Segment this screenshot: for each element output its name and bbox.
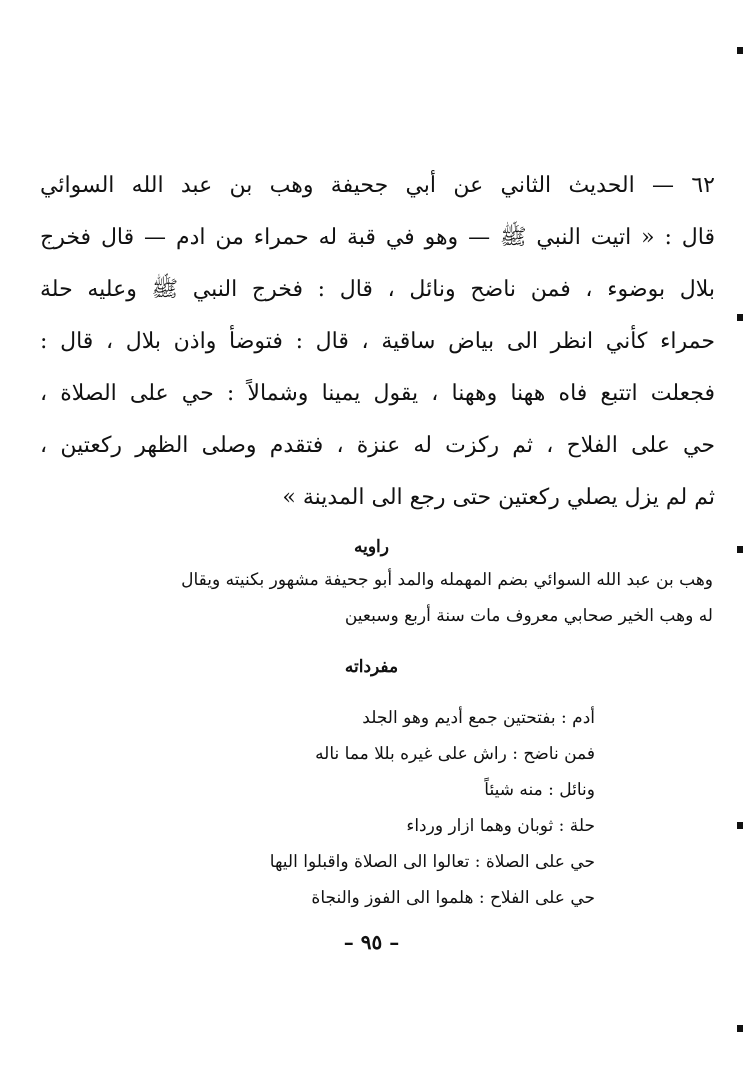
vocab-row: فمن ناضح : راش على غيره بللا مما ناله <box>315 744 595 764</box>
vocabulary-list <box>180 700 595 916</box>
hadith-line: ٦٢ — الحديث الثاني عن أبي جحيفة وهب بن عبد الله السوائي <box>40 173 715 198</box>
hadith-line: ثم لم يزل يصلي ركعتين حتى رجع الى المدينة » <box>282 485 715 510</box>
page-number: – ٩٥ – <box>343 930 400 954</box>
hadith-line: قال : « اتيت النبي ﷺ — وهو في قبة له حمراء من ادم — قال فخرج <box>40 225 715 250</box>
scan-edge-mark <box>737 1025 743 1032</box>
hadith-line: حمراء كأني انظر الى بياض ساقية ، قال : فتوضأ واذن بلال ، قال : <box>40 329 715 354</box>
mufradat-heading: مفرداته <box>344 657 399 677</box>
hadith-line: حي على الفلاح ، ثم ركزت له عنزة ، فتقدم وصلى الظهر ركعتين ، <box>40 433 715 458</box>
hadith-text <box>40 160 715 524</box>
vocab-row: أدم : بفتحتين جمع أديم وهو الجلد <box>362 708 595 728</box>
vocab-row: حي على الصلاة : تعالوا الى الصلاة واقبلوا اليها <box>269 852 595 872</box>
vocab-row: حي على الفلاح : هلموا الى الفوز والنجاة <box>311 888 595 908</box>
scan-edge-mark <box>737 47 743 54</box>
scan-edge-mark <box>737 546 743 553</box>
scan-edge-mark <box>737 314 743 321</box>
hadith-line: فجعلت اتتبع فاه ههنا وههنا ، يقول يمينا وشمالاً : حي على الصلاة ، <box>40 381 715 406</box>
rawi-line: وهب بن عبد الله السوائي بضم المهمله والمد أبو جحيفة مشهور بكنيته ويقال <box>181 570 713 590</box>
rawi-heading: راويه <box>354 537 389 557</box>
vocab-row: حلة : ثوبان وهما ازار ورداء <box>406 816 595 836</box>
scan-edge-mark <box>737 822 743 829</box>
rawi-text <box>96 562 713 634</box>
hadith-line: بلال بوضوء ، فمن ناضح ونائل ، قال : فخرج النبي ﷺ وعليه حلة <box>40 277 715 302</box>
vocab-row: ونائل : منه شيئاً <box>484 780 595 800</box>
rawi-line: له وهب الخير صحابي معروف مات سنة أربع وسبعين <box>344 606 713 626</box>
